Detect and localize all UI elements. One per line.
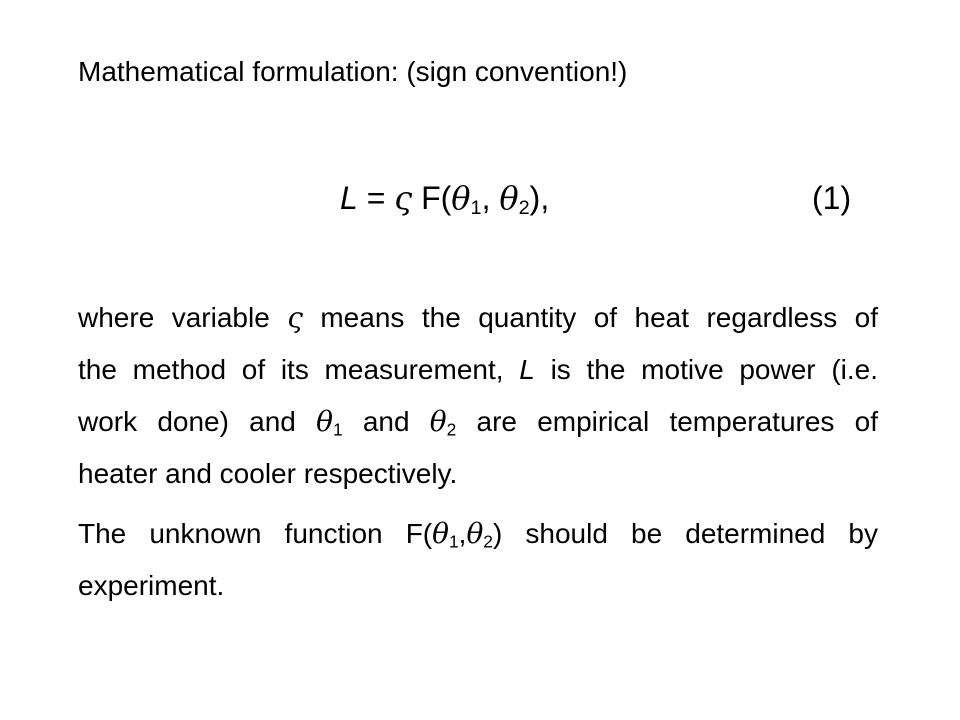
text-segment: and — [362, 406, 410, 437]
slide-heading: Mathematical formulation: (sign convention!) — [78, 56, 628, 87]
equation-number: (1) — [812, 180, 852, 216]
text-segment: means the quantity of heat regardless of — [320, 302, 878, 333]
subscript: 2 — [483, 531, 493, 552]
para2-line-2: experiment. — [78, 570, 225, 601]
para1-line-1 — [78, 292, 878, 344]
motive-power-symbol: L — [519, 354, 535, 385]
eq-sub-1: 1 — [470, 196, 482, 219]
theta-symbol: θ — [429, 405, 447, 438]
comma: , — [458, 518, 467, 549]
eq-heat-symbol: ς — [394, 179, 413, 217]
text-segment: is the motive power (i.e. — [550, 354, 879, 385]
text-segment: are empirical temperatures of — [476, 406, 878, 437]
subscript: 1 — [449, 531, 459, 552]
paragraph-unknown-function — [78, 508, 878, 612]
text-segment: The unknown function F( — [78, 518, 433, 549]
eq-theta-2: θ — [499, 179, 519, 217]
eq-equals: = — [366, 180, 386, 216]
theta-symbol: θ — [432, 517, 449, 550]
text-segment: the method of its measurement, — [78, 354, 504, 385]
eq-theta-1: θ — [451, 179, 471, 217]
eq-lhs: L — [340, 180, 358, 216]
eq-comma: , — [481, 180, 491, 216]
theta-symbol: θ — [316, 405, 333, 438]
theta-symbol: θ — [466, 517, 484, 550]
para2-line-1 — [78, 508, 878, 560]
para1-line-3 — [78, 396, 878, 448]
text-segment: where variable — [78, 302, 270, 333]
text-segment: work done) and — [78, 406, 296, 437]
text-segment: ) should be determined by — [492, 518, 878, 549]
equation-1 — [340, 176, 549, 220]
heat-symbol: ς — [287, 301, 303, 334]
para1-line-4: heater and cooler respectively. — [78, 458, 458, 489]
para1-line-2 — [78, 344, 878, 396]
subscript: 2 — [446, 419, 457, 440]
eq-function-close: ), — [529, 180, 550, 216]
eq-sub-2: 2 — [518, 196, 530, 219]
subscript: 1 — [332, 419, 343, 440]
paragraph-definitions — [78, 292, 878, 500]
eq-function-open: F( — [421, 180, 452, 216]
